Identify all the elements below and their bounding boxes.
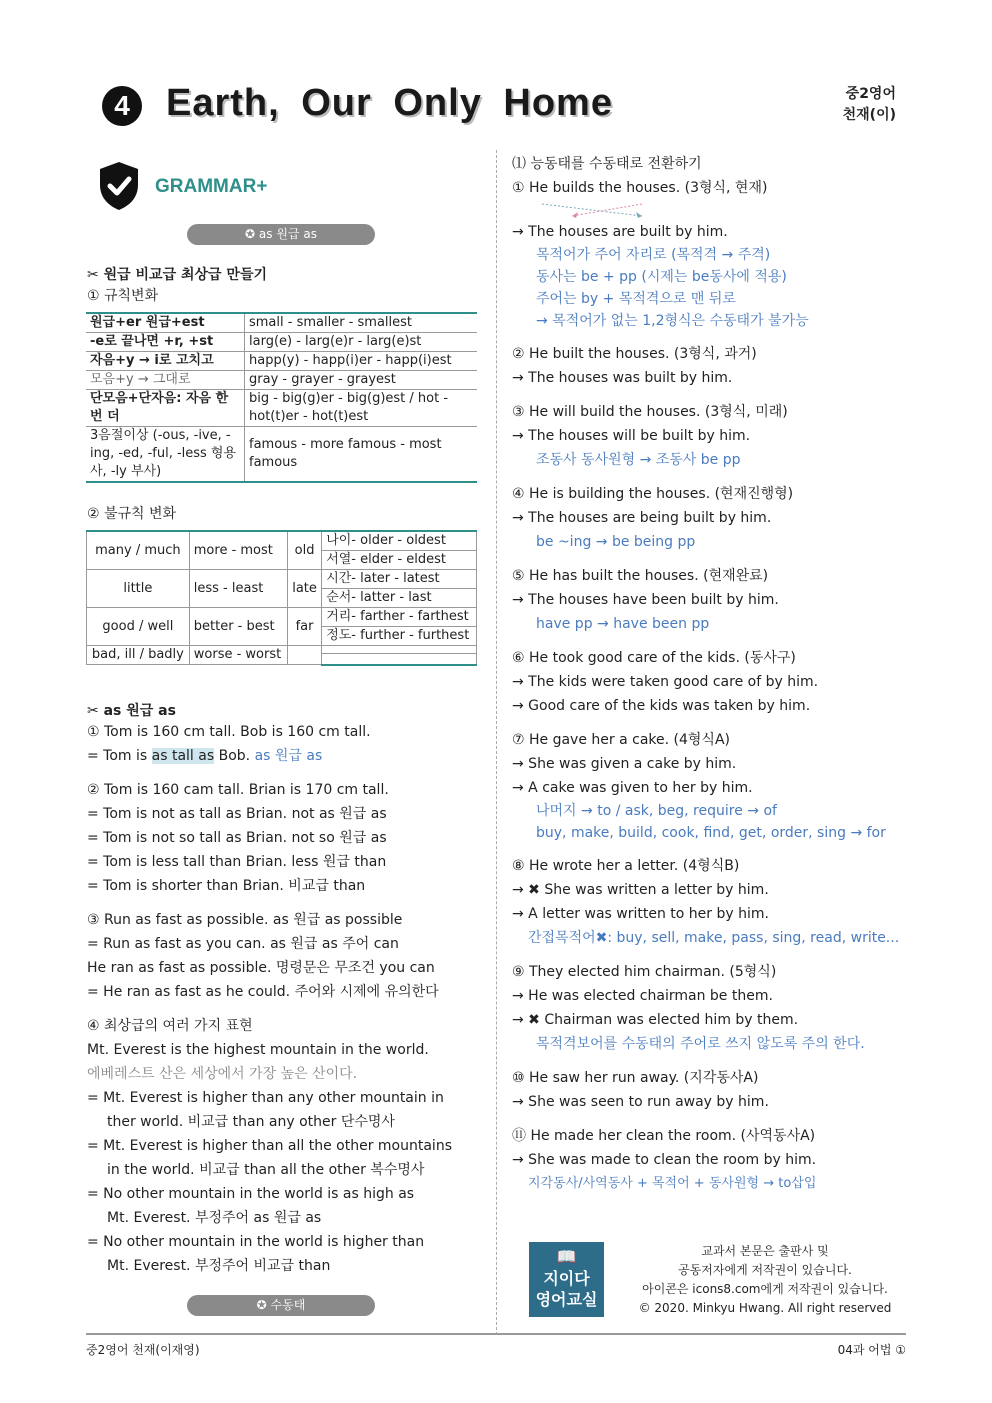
- gear-icon: ✪: [256, 1298, 271, 1312]
- irregular-table: [86, 530, 477, 666]
- table-row: good / well better - best far 거리- farther - farthest: [87, 608, 477, 627]
- passive-section: ⑴ 능동태를 수동태로 전환하기 ① He builds the houses. (3형식, 현재) → The houses are built by him. 목적어가 주어 자리로 (목적격 → 주격) 동사는 be + pp (시제는 be동사에 적용) 주어는 by + 목적격으로 맨 뒤로 → 목적어가 없는 1,2형식은 수동태가 불가능 ② He built the houses. (3형식, 과거) → The houses was built by him. ③ He will build the houses. (3형식, 미래) → The houses will be built by him. 조동사 동사원형 → 조동사 be pp ④ He is building the houses. (현재진행형) → The houses are being built by him. be ~ing → be being pp ⑤ He has built the houses. (현재완료) → The houses have been built by him. have pp → have been pp ⑥ He took good care of the kids. (동사구) → The kids were taken good care of by him. → Good care of the kids was taken by him. ⑦ He gave her a cake. (4형식A) → She was given a cake by him. → A cake was given to her by him. 나머지 → to / ask, beg, require → of buy, make, build, cook, find, get, order, sing → for ⑧ He wrote her a letter. (4형식B) → ✖ She was written a letter by him. → A letter was written to her by him. 간접목적어✖: buy, sell, make, pass, sing, read, write... ⑨ They elected him chairman. (5형식) → He was elected chairman be them. → ✖ Chairman was elected him by them. 목적격보어를 수동태의 주어로 쓰지 않도록 주의 한다. ⑩ He saw her run away. (지각동사A) → She was seen to run away by him. ⑪ He made her clean the room. (사역동사A) → She was made to clean the room by him. 지각동사/사역동사 + 목적어 + 동사원형 → to삽입: [512, 152, 907, 1196]
- table-row: bad, ill / badly worse - worst: [87, 646, 477, 654]
- arrows-decoration: [512, 200, 907, 220]
- example-line: = Tom is as tall as Bob. as 원급 as: [87, 748, 323, 764]
- subtitle-irregular: ② 불규칙 변화: [87, 506, 177, 522]
- table-row: 정도- further - furthest: [87, 627, 477, 646]
- table-row: 단모음+단자음: 자음 한 번 더 big - big(g)er - big(g)est / hot - hot(t)er - hot(t)est: [86, 390, 477, 427]
- regular-rules-table: [86, 312, 477, 483]
- column-divider: [496, 150, 497, 1335]
- grade-label: 중2영어: [845, 86, 896, 102]
- chapter-number: 4: [102, 86, 142, 126]
- table-row: many / much more - most old 나이- older - oldest: [87, 531, 477, 551]
- logo: 📖 지이다 영어교실: [529, 1242, 604, 1317]
- page-title: Earth, Our Only Home: [166, 82, 613, 124]
- footer-left: 중2영어 천재(이재영): [86, 1343, 200, 1357]
- section-pill-passive: ✪ 수동태: [187, 1295, 375, 1316]
- table-row: 3음절이상 (-ous, -ive, -ing, -ed, -ful, -less 형용사, -ly 부사) famous - more famous - most famous: [86, 427, 477, 483]
- publisher-label: 천재(이): [842, 107, 896, 123]
- section-title-as: ✂ as 원급 as: [87, 703, 176, 719]
- gear-icon: ✪: [245, 227, 259, 241]
- footer-right: 04과 어법 ①: [837, 1343, 906, 1357]
- table-row: 서열- elder - eldest: [87, 551, 477, 570]
- copyright-notice: 교과서 본문은 출판사 및 공동저자에게 저작권이 있습니다. 아이콘은 icons8.com에게 저작권이 있습니다. © 2020. Minkyu Hwang. All right reserved: [638, 1244, 892, 1315]
- table-row: -e로 끝나면 +r, +st larg(e) - larg(e)r - larg(e)st: [86, 333, 477, 352]
- table-row: 자음+y → i로 고치고 happ(y) - happ(i)er - happ(i)est: [86, 352, 477, 371]
- book-info: [843, 84, 896, 126]
- shield-check-icon: [98, 160, 140, 216]
- footer-divider: [86, 1333, 906, 1335]
- subtitle-regular: ① 규칙변화: [87, 288, 159, 304]
- table-row: 원급+er 원급+est small - smaller - smallest: [86, 313, 477, 333]
- table-row: 모음+y → 그대로 gray - grayer - grayest: [86, 371, 477, 390]
- table-row: little less - least late 시간- later - latest: [87, 570, 477, 589]
- grammar-label: GRAMMAR+: [155, 176, 268, 197]
- scissors-icon: ✂: [87, 267, 99, 283]
- passive-title: ⑴ 능동태를 수동태로 전환하기: [512, 156, 702, 172]
- book-icon: 📖: [556, 1247, 577, 1266]
- table-row: 순서- latter - last: [87, 589, 477, 608]
- as-examples: ① Tom is 160 cm tall. Bob is 160 cm tall. = Tom is as tall as Bob. as 원급 as ② Tom is 160 cam tall. Brian is 170 cm tall. = Tom is not as tall as Brian. not as 원급 as = Tom is not so tall as Brian. not so 원급 as = Tom is less tall than Brian. less 원급 than = Tom is shorter than Brian. 비교급 than ③ Run as fast as possible. as 원급 as possible = Run as fast as you can. as 원급 as 주어 can He ran as fast as possible. 명령문은 무조건 you can = He ran as fast as he could. 주어와 시제에 유의한다 ④ 최상급의 여러 가지 표현 Mt. Everest is the highest mountain in the world. 에베레스트 산은 세상에서 가장 높은 산이다. = Mt. Everest is higher than any other mountain in ther world. 비교급 than any other 단수명사 = Mt. Everest is higher than all the other mountains in the world. 비교급 than all the other 복수명사 = No other mountain in the world is as high as Mt. Everest. 부정주어 as 원급 as = No other mountain in the world is higher than Mt. Everest. 부정주어 비교급 than: [87, 720, 487, 1278]
- scissors-icon: ✂: [87, 703, 99, 719]
- section-title-comparison: ✂ 원급 비교급 최상급 만들기: [87, 267, 267, 283]
- section-pill-as: ✪ as 원급 as: [187, 224, 375, 245]
